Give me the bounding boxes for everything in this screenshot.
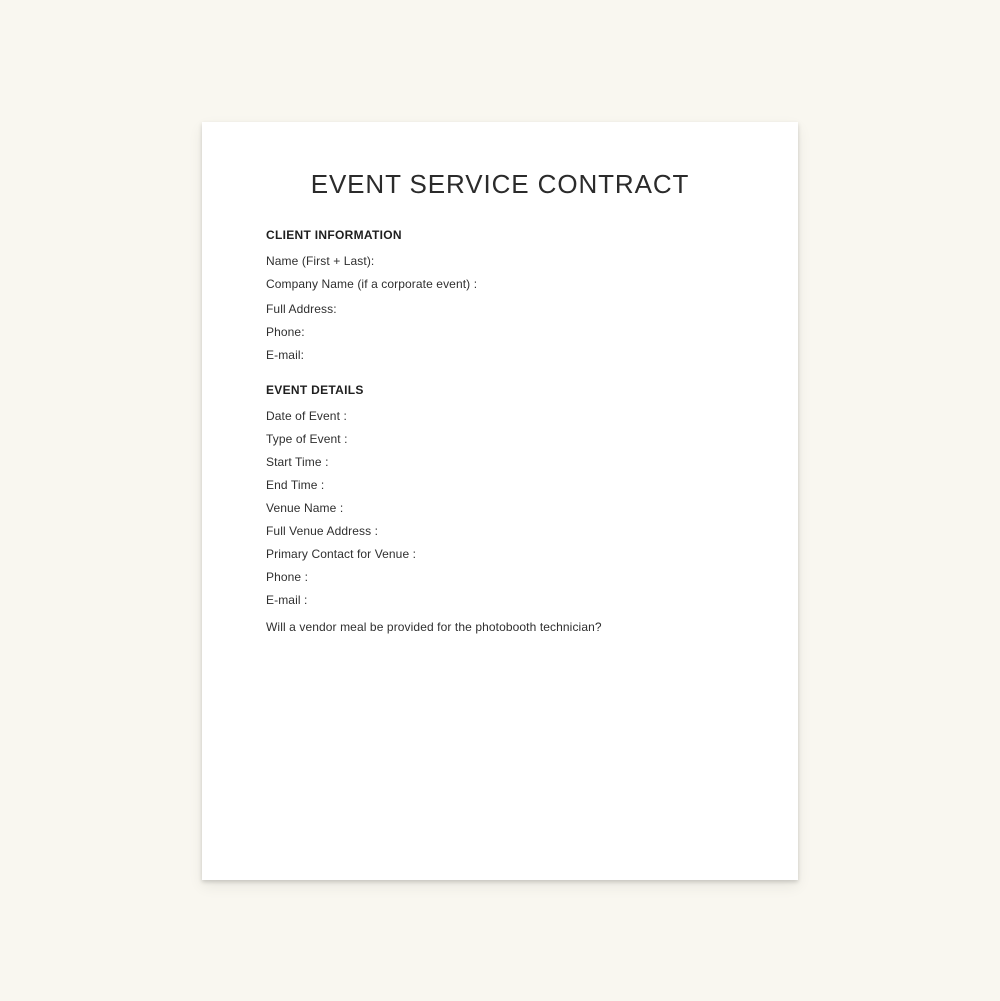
- field-label-company-name: Company Name (if a corporate event) :: [266, 277, 478, 291]
- field-label-start-time: Start Time :: [266, 455, 329, 469]
- field-label-full-venue-address: Full Venue Address :: [266, 524, 379, 538]
- field-label-type-of-event: Type of Event :: [266, 432, 348, 446]
- field-label-primary-contact-for-venue: Primary Contact for Venue :: [266, 547, 417, 561]
- contract-page: [202, 122, 798, 880]
- section-heading-event-details: EVENT DETAILS: [266, 383, 364, 397]
- page-title: EVENT SERVICE CONTRACT: [310, 169, 690, 199]
- field-label-vendor-meal-question: Will a vendor meal be provided for the photobooth technician?: [266, 620, 602, 634]
- section-event-details: [266, 384, 742, 633]
- field-label-client-phone: Phone:: [266, 325, 305, 339]
- field-label-venue-name: Venue Name :: [266, 501, 344, 515]
- page-content: [202, 229, 798, 633]
- field-label-client-name: Name (First + Last):: [266, 254, 375, 268]
- field-label-client-email: E-mail:: [266, 348, 305, 362]
- field-label-venue-phone: Phone :: [266, 570, 309, 584]
- field-label-end-time: End Time :: [266, 478, 325, 492]
- field-group: [266, 303, 742, 361]
- section-heading-client-information: CLIENT INFORMATION: [266, 228, 402, 242]
- field-group: [266, 410, 742, 606]
- field-label-date-of-event: Date of Event :: [266, 409, 347, 423]
- field-label-full-address: Full Address:: [266, 302, 337, 316]
- field-label-venue-email: E-mail :: [266, 593, 308, 607]
- field-group: [266, 255, 742, 290]
- section-client-information: [266, 229, 742, 361]
